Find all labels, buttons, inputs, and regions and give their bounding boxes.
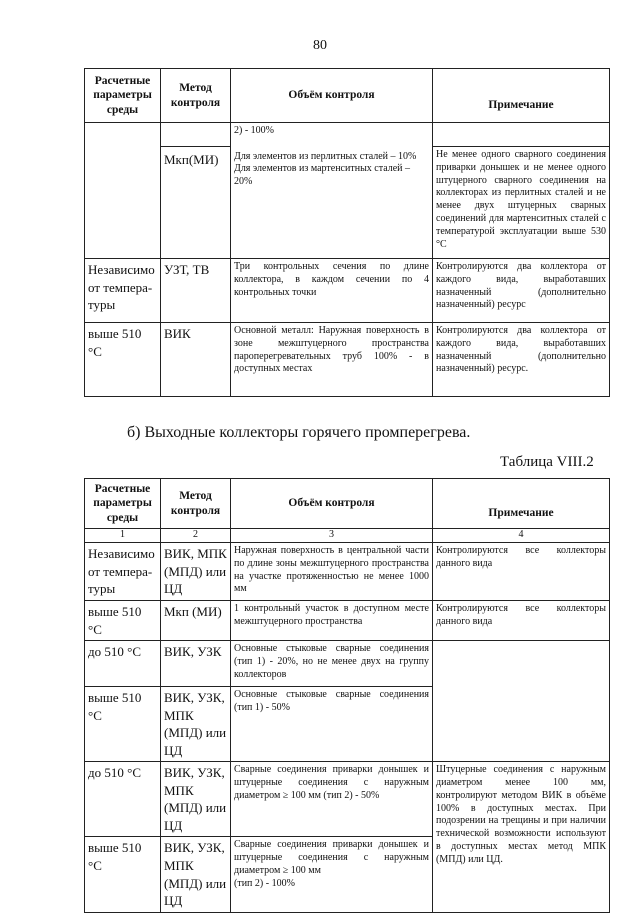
cell-method (161, 123, 231, 147)
cell-scope: Три контрольных сечения по длине коллектора, в каждом сечении по 4 контрольных точки (231, 259, 433, 323)
cell-scope: Основные стыковые сварные соединения (тип 1) - 50% (231, 687, 433, 762)
header-params: Расчетные параметры среды (85, 69, 161, 123)
cell-param: до 510 °С (85, 762, 161, 837)
cell-note: Контролируются два коллектора от каждого вида, выработавших назначенный (дополнительно назначенный) ресурс. (433, 323, 610, 397)
cell-param: выше 510 °С (85, 601, 161, 641)
cell-method: ВИК, УЗК, МПК (МПД) или ЦД (161, 687, 231, 762)
cell-param: Независимо от темпера-туры (85, 543, 161, 601)
cell-method: УЗТ, ТВ (161, 259, 231, 323)
table-viii-2 (84, 478, 610, 913)
col-number: 3 (231, 529, 433, 543)
cell-method: Мкп (МИ) (161, 601, 231, 641)
table-header-row (85, 479, 610, 529)
cell-method: ВИК, УЗК (161, 641, 231, 687)
header-params: Расчетные параметры среды (85, 479, 161, 529)
cell-method: ВИК, УЗК, МПК (МПД) или ЦД (161, 762, 231, 837)
table-row (85, 259, 610, 323)
page-number: 80 (313, 38, 327, 53)
col-number: 2 (161, 529, 231, 543)
table-row (85, 123, 610, 147)
cell-note: Контролируются два коллектора от каждого вида, выработавших назначенный (дополнительно назначенный) ресурс (433, 259, 610, 323)
table-row (85, 543, 610, 601)
cell-note: Контролируются все коллекторы данного вида (433, 601, 610, 641)
cell-method: Мкп(МИ) (161, 147, 231, 259)
cell-scope (231, 123, 433, 259)
col-number: 1 (85, 529, 161, 543)
cell-param: Независимо от темпера-туры (85, 259, 161, 323)
cell-param: выше 510 °С (85, 837, 161, 912)
cell-scope: Основной металл: Наружная поверхность в зоне межштуцерного пространства пароперегревательных труб 100% - в доступных местах (231, 323, 433, 397)
cell-param: выше 510 °С (85, 323, 161, 397)
cell-scope: Основные стыковые сварные соединения (тип 1) - 20%, но не менее двух на группу коллекторов (231, 641, 433, 687)
cell-note (433, 123, 610, 147)
table-title: Таблица VIII.2 (500, 454, 594, 470)
cell-method: ВИК (161, 323, 231, 397)
section-title: б) Выходные коллекторы горячего промперегрева. (127, 424, 471, 441)
cell-scope: Сварные соединения приварки донышек и штуцерные соединения с наружным диаметром ≥ 100 мм (тип 2) - 100% (231, 837, 433, 912)
table-row (85, 601, 610, 641)
cell-param (85, 123, 161, 259)
header-scope: Объём контроля (231, 69, 433, 123)
cell-note: Не менее одного сварного соединения приварки донышек и не менее одного штуцерного сварного соединения на коллекторах из перлитных сталей и не менее двух штуцерных сварных соединений для мартенситных сталей с температурой эксплуатации выше 530 °С (433, 147, 610, 259)
cell-scope: 1 контрольный участок в доступном месте межштуцерного пространства (231, 601, 433, 641)
scope-part-1: 2) - 100% (234, 125, 274, 136)
cell-scope: Сварные соединения приварки донышек и штуцерные соединения с наружным диаметром ≥ 100 мм (тип 2) - 50% (231, 762, 433, 837)
cell-note: Штуцерные соединения с наружным диаметром менее 100 мм, контролируют методом ВИК в объёме 100% в доступных местах. При подозрении на трещины и при наличии технической возможности используют в доступных местах метод МПК (МПД) или ЦД. (433, 762, 610, 912)
cell-param: до 510 °С (85, 641, 161, 687)
cell-method: ВИК, МПК (МПД) или ЦД (161, 543, 231, 601)
cell-note: Контролируются все коллекторы данного вида (433, 543, 610, 601)
scope-part-2: Для элементов из перлитных сталей – 10% Для элементов из мартенситных сталей – 20% (234, 150, 417, 188)
cell-method: ВИК, УЗК, МПК (МПД) или ЦД (161, 837, 231, 912)
col-number: 4 (433, 529, 610, 543)
cell-note (433, 641, 610, 762)
header-scope: Объём контроля (231, 479, 433, 529)
table-row (85, 641, 610, 687)
table-continued (84, 68, 610, 397)
cell-param: выше 510 °С (85, 687, 161, 762)
header-note: Примечание (433, 69, 610, 123)
header-method: Метод контроля (161, 479, 231, 529)
cell-scope: Наружная поверхность в центральной части по длине зоны межштуцерного пространства на участке протяженностью не менее 1000 мм (231, 543, 433, 601)
table-row (85, 323, 610, 397)
header-method: Метод контроля (161, 69, 231, 123)
table-header-row (85, 69, 610, 123)
header-note: Примечание (433, 479, 610, 529)
column-number-row (85, 529, 610, 543)
table-row (85, 762, 610, 837)
